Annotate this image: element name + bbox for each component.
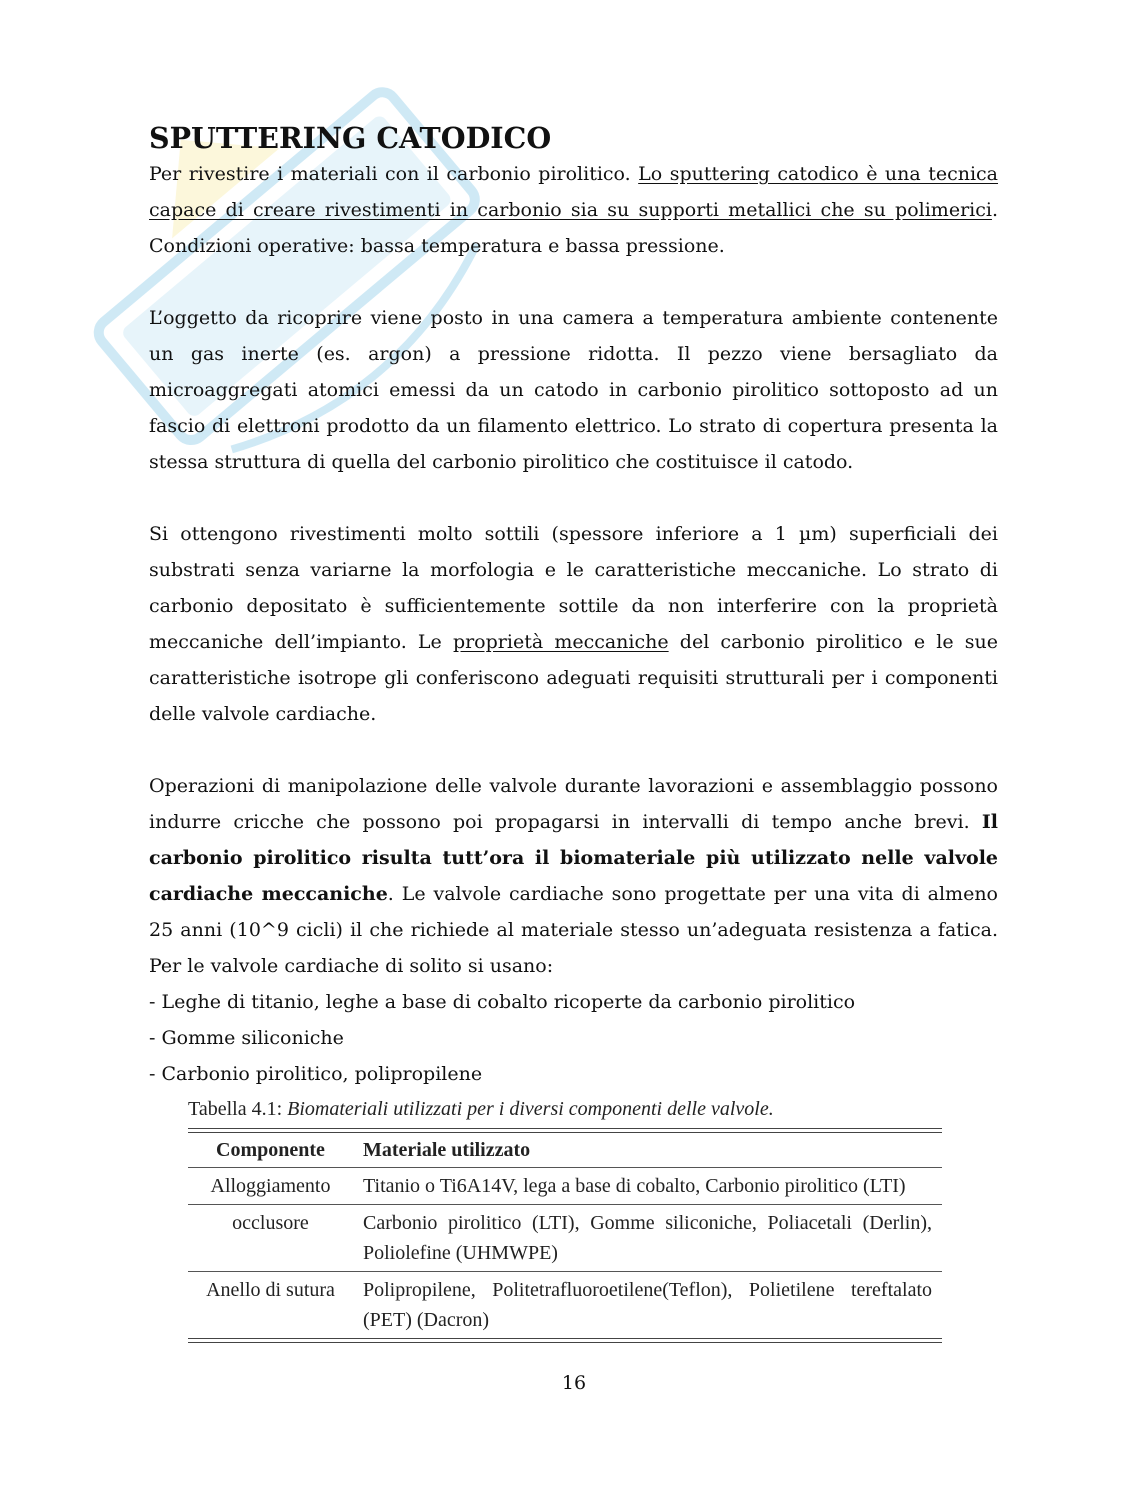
- table-cell-component: Alloggiamento: [188, 1168, 353, 1205]
- paragraph-intro-underlined: Lo sputtering catodico è una tecnica capace di creare rivestimenti in carbonio sia su supporti metallici che su polimerici: [149, 163, 999, 221]
- table-header-row: [188, 1133, 942, 1168]
- paragraph-valves-lead: Operazioni di manipolazione delle valvole durante lavorazioni e assemblaggio possono indurre cricche che possono poi propagarsi in intervalli di tempo anche brevi.: [149, 775, 998, 833]
- table-cell-component: Anello di sutura: [188, 1272, 353, 1339]
- paragraph-intro-lead: Per rivestire i materiali con il carbonio pirolitico.: [149, 163, 639, 185]
- paragraph-valves-tail: . Le valvole cardiache sono progettate per una vita di almeno 25 anni (10^9 cicli) il che richiede al materiale stesso un’adeguata resistenza a fatica. Per le valvole cardiache di solito si usano:: [149, 883, 998, 977]
- table-cell-material: Carbonio pirolitico (LTI), Gomme siliconiche, Poliacetali (Derlin), Poliolefine (UHMWPE): [353, 1205, 942, 1272]
- table-header-material: Materiale utilizzato: [363, 1139, 531, 1161]
- paragraph-process: L’oggetto da ricoprire viene posto in una camera a temperatura ambiente contenente un gas inerte (es. argon) a pressione ridotta. Il pezzo viene bersagliato da microaggregati atomici emessi da un catodo in carbonio pirolitico sottoposto ad un fascio di elettroni prodotto da un filamento elettrico. Lo strato di copertura presenta la stessa struttura di quella del carbonio pirolitico che costituisce il catodo.: [149, 307, 998, 473]
- list-item: - Carbonio pirolitico, polipropilene: [149, 1063, 483, 1085]
- table-row: [188, 1168, 942, 1205]
- paragraph-intro-tail: . Condizioni operative: bassa temperatura e bassa pressione.: [149, 199, 998, 257]
- paragraph-coatings-underlined: proprietà meccaniche: [452, 631, 669, 653]
- paragraph-valves-bold: Il carbonio pirolitico risulta tutt’ora il biomateriale più utilizzato nelle valvole cardiache meccaniche: [149, 811, 998, 905]
- table-cell-material: Polipropilene, Politetrafluoroetilene(Teflon), Polietilene tereftalato (PET) (Dacron): [353, 1272, 942, 1339]
- list-item: - Leghe di titanio, leghe a base di cobalto ricoperte da carbonio pirolitico: [149, 991, 856, 1013]
- materials-table-block: [188, 1094, 942, 1343]
- table-caption: [188, 1094, 942, 1124]
- paragraph-coatings-tail: del carbonio pirolitico e le sue caratteristiche isotrope gli conferiscono adeguati requisiti strutturali per i componenti delle valvole cardiache.: [149, 631, 998, 725]
- section-heading: SPUTTERING CATODICO: [149, 121, 552, 155]
- list-item: - Gomme siliconiche: [149, 1027, 344, 1049]
- table-row: [188, 1272, 942, 1339]
- table-caption-text: Biomateriali utilizzati per i diversi componenti delle valvole.: [287, 1098, 774, 1120]
- paragraph-coatings: [149, 516, 998, 732]
- materials-table: [188, 1133, 942, 1338]
- table-header-component: Componente: [216, 1139, 325, 1161]
- table-cell-material: Titanio o Ti6A14V, lega a base di cobalto, Carbonio pirolitico (LTI): [353, 1168, 942, 1205]
- page-number: 16: [561, 1372, 587, 1394]
- table-row: [188, 1205, 942, 1272]
- paragraph-intro: [149, 156, 998, 264]
- paragraph-coatings-lead: Si ottengono rivestimenti molto sottili (spessore inferiore a 1 µm) superficiali dei substrati senza variarne la morfologia e le caratteristiche meccaniche. Lo strato di carbonio depositato è sufficientemente sottile da non interferire con la proprietà meccaniche dell’impianto. Le: [149, 523, 998, 653]
- table-cell-component: occlusore: [188, 1205, 353, 1272]
- table-bottom-rule: [188, 1338, 942, 1343]
- main-content: [149, 120, 998, 1092]
- paragraph-valves: [149, 768, 998, 984]
- table-caption-label: Tabella 4.1:: [188, 1098, 288, 1120]
